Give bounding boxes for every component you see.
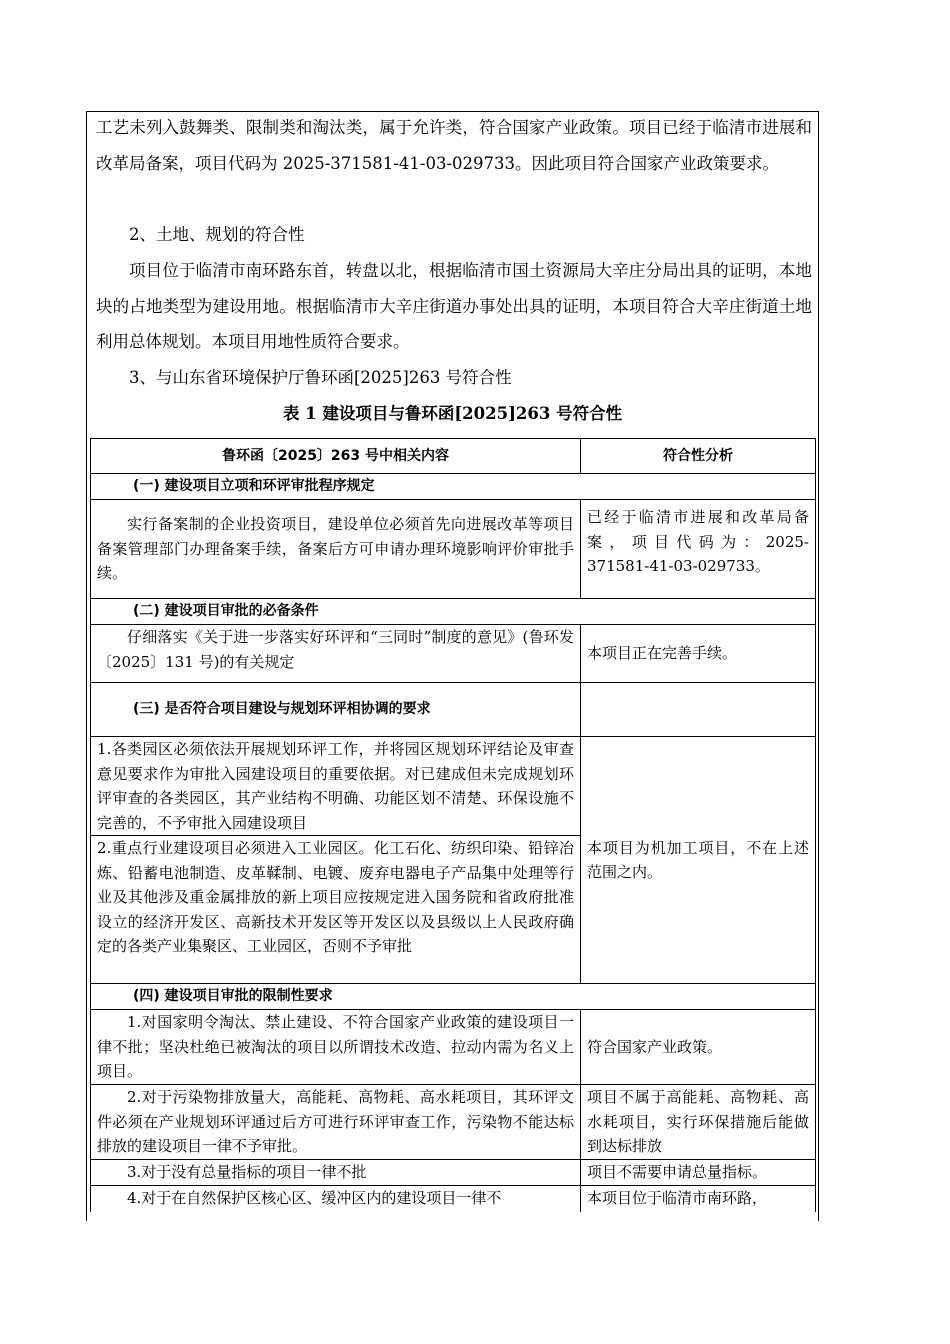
table-row [91,500,816,599]
requirement-text: 实行备案制的企业投资项目，建设单位必须首先向进展改革等项目备案管理部门办理备案手续，备案后方可申请办理环境影响评价审批手续。 [97,515,574,582]
table-row [91,1085,816,1160]
analysis-cell: 项目不属于高能耗、高物耗、高水耗项目，实行环保措施后能做到达标排放 [581,1085,816,1160]
table-row [91,1010,816,1085]
section-row [91,683,816,737]
section-heading-lu-huan-han: 3、与山东省环境保护厅鲁环函[2025]263 号符合性 [129,368,512,387]
section-row [91,474,816,500]
section-title-prerequisites: (二) 建设项目审批的必备条件 [91,599,816,625]
compliance-table [90,438,816,1212]
requirement-cell: 2.重点行业建设项目必须进入工业园区。化工石化、纺织印染、铅锌冶炼、铅蓄电池制造、皮革鞣制、电镀、废弃电器电子产品集中处理等行业及其他涉及重金属排放的新上项目应按规定进入国务院和省政府批准设立的经济开发区、高新技术开发区等开发区以及县级以上人民政府确定的各类产业集聚区、工业园区，否则不予审批 [91,836,581,984]
column-header-content: 鲁环函〔2025〕263 号中相关内容 [91,439,581,474]
empty-cell [581,683,816,737]
requirement-cell: 2.对于污染物排放量大，高能耗、高物耗、高水耗项目，其环评文件必须在产业规划环评通过后方可进行环评审查工作，污染物不能达标排放的建设项目一律不予审批。 [91,1085,581,1160]
section-row [91,984,816,1010]
analysis-cell: 符合国家产业政策。 [581,1010,816,1085]
section-row [91,599,816,625]
requirement-cell: 仔细落实《关于进一步落实好环评和“三同时”制度的意见》(鲁环发〔2025〕131 号)的有关规定 [91,625,581,683]
analysis-cell: 本项目位于临清市南环路， [581,1185,816,1212]
paragraph-land-planning: 项目位于临清市南环路东首，转盘以北，根据临清市国土资源局大辛庄分局出具的证明，本地块的占地类型为建设用地。根据临清市大辛庄街道办事处出具的证明，本项目符合大辛庄街道土地利用总体规划。本项目用地性质符合要求。 [96,261,812,351]
analysis-cell: 本项目正在完善手续。 [581,625,816,683]
analysis-cell: 项目不需要申请总量指标。 [581,1160,816,1186]
requirement-cell [91,500,581,599]
requirement-cell: 3.对于没有总量指标的项目一律不批 [91,1160,581,1186]
table-header-row [91,439,816,474]
requirement-cell: 4.对于在自然保护区核心区、缓冲区内的建设项目一律不 [91,1185,581,1212]
column-header-analysis: 符合性分析 [581,439,816,474]
table-row [91,1185,816,1212]
paragraph-policy-conclusion: 工艺未列入鼓舞类、限制类和淘汰类，属于允许类，符合国家产业政策。项目已经于临清市进展和改革局备案，项目代码为 2025-371581-41-03-029733。因此项目符合国家产业政策要求。 [96,118,812,173]
requirement-cell: 1.各类园区必须依法开展规划环评工作，并将园区规划环评结论及审查意见要求作为审批入园建设项目的重要依据。对已建成但未完成规划环评审查的各类园区，其产业结构不明确、功能区划不清楚、环保设施不完善的，不予审批入园建设项目 [91,737,581,836]
analysis-cell: 本项目为机加工项目，不在上述范围之内。 [581,737,816,984]
table-row [91,625,816,683]
section-title-planning-coordination: (三) 是否符合项目建设与规划环评相协调的要求 [91,683,581,737]
requirement-cell: 1.对国家明令淘汰、禁止建设、不符合国家产业政策的建设项目一律不批；坚决杜绝已被淘汰的项目以所谓技术改造、拉动内需为名义上项目。 [91,1010,581,1085]
table-row [91,737,816,836]
section-title-restrictions: (四) 建设项目审批的限制性要求 [91,984,816,1010]
section-heading-land-planning: 2、土地、规划的符合性 [129,225,305,244]
analysis-text: 已经于临清市进展和改革局备案，项目代码为：2025-371581-41-03-029733。 [587,508,809,575]
table-caption: 表 1 建设项目与鲁环函[2025]263 号符合性 [282,404,623,423]
analysis-cell [581,500,816,599]
section-title-approval-procedure: (一) 建设项目立项和环评审批程序规定 [91,474,816,500]
table-row [91,1160,816,1186]
